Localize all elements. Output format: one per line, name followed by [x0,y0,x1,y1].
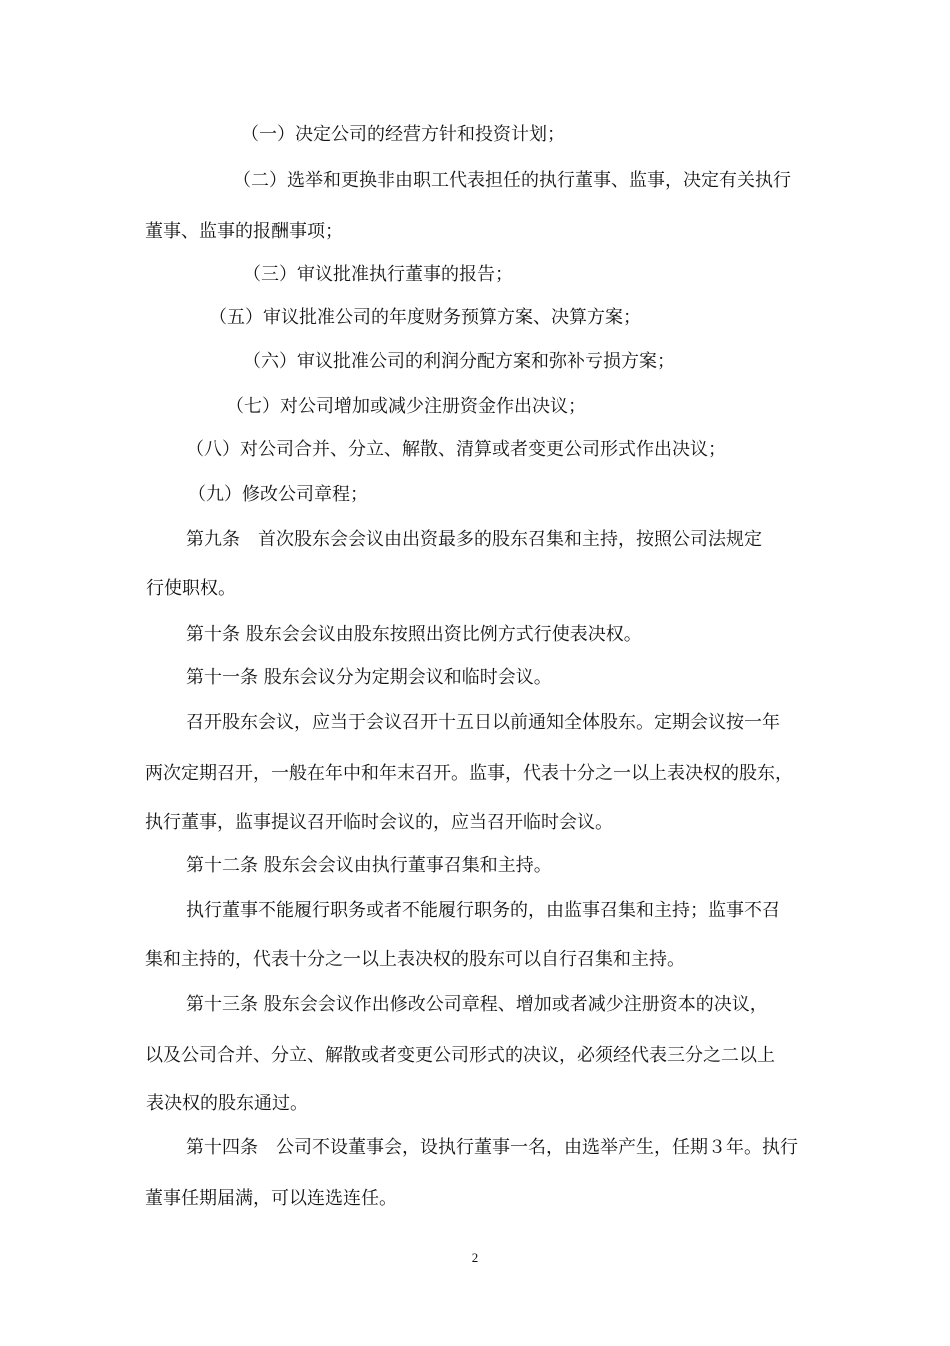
text-line-18: 执行董事不能履行职务或者不能履行职务的，由监事召集和主持；监事不召 [186,900,780,921]
text-line-23: 第十四条 公司不设董事会，设执行董事一名，由选举产生，任期３年。执行 [186,1137,798,1158]
text-line-12: 第十条 股东会会议由股东按照出资比例方式行使表决权。 [186,624,642,645]
text-line-11: 行使职权。 [146,578,236,599]
page-number: 2 [471,1250,479,1265]
text-line-2: （二）选举和更换非由职工代表担任的执行董事、监事，决定有关执行 [233,170,791,191]
text-line-8: （八）对公司合并、分立、解散、清算或者变更公司形式作出决议； [186,439,726,460]
text-line-15: 两次定期召开，一般在年中和年末召开。监事，代表十分之一以上表决权的股东， [145,763,793,784]
text-line-19: 集和主持的，代表十分之一以上表决权的股东可以自行召集和主持。 [145,949,685,970]
text-line-7: （七）对公司增加或减少注册资金作出决议； [226,396,586,417]
text-line-9: （九）修改公司章程； [188,484,368,505]
text-line-13: 第十一条 股东会议分为定期会议和临时会议。 [186,667,552,688]
text-line-5: （五）审议批准公司的年度财务预算方案、决算方案； [209,307,641,328]
text-line-24: 董事任期届满，可以连选连任。 [145,1188,397,1209]
text-line-4: （三）审议批准执行董事的报告； [243,264,513,285]
text-line-6: （六）审议批准公司的利润分配方案和弥补亏损方案； [243,351,675,372]
text-line-14: 召开股东会议，应当于会议召开十五日以前通知全体股东。定期会议按一年 [186,712,780,733]
text-line-1: （一）决定公司的经营方针和投资计划； [241,124,565,145]
text-line-17: 第十二条 股东会会议由执行董事召集和主持。 [186,855,552,876]
text-line-10: 第九条 首次股东会会议由出资最多的股东召集和主持，按照公司法规定 [186,529,762,550]
text-line-20: 第十三条 股东会会议作出修改公司章程、增加或者减少注册资本的决议， [186,994,768,1015]
text-line-21: 以及公司合并、分立、解散或者变更公司形式的决议，必须经代表三分之二以上 [145,1045,775,1066]
text-line-16: 执行董事，监事提议召开临时会议的，应当召开临时会议。 [145,812,613,833]
text-line-3: 董事、监事的报酬事项； [145,221,343,242]
text-line-22: 表决权的股东通过。 [146,1093,308,1114]
